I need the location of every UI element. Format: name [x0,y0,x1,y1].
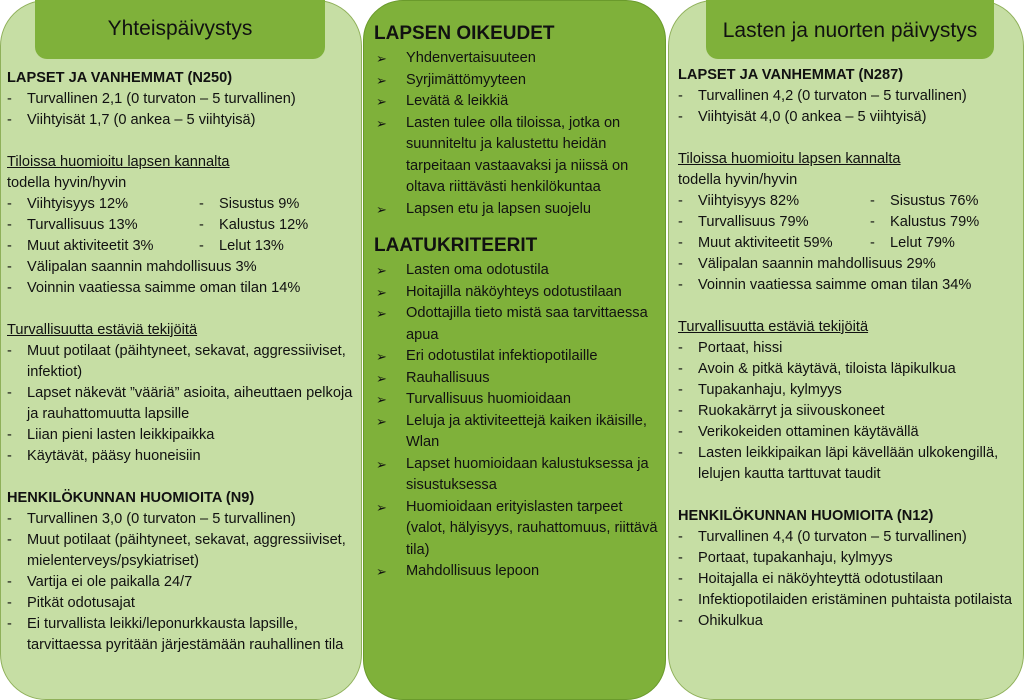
percentage-item [7,215,199,236]
list-item-text: Mahdollisuus lepoon [406,563,540,579]
percentage-pair-row [678,191,1023,212]
list-item [374,411,662,454]
list-item-text: Viihtyisät 4,0 (0 ankea – 5 viihtyisä) [698,109,927,125]
dash-bullet-icon: - [7,259,12,275]
list-item-text: Käytävät, pääsy huoneisiin [27,448,201,464]
list-item [7,425,359,446]
list-item-text: Rauhallisuus [406,369,490,386]
right-column-title: Lasten ja nuorten päivystys [706,0,994,59]
list-item [374,91,662,113]
left-rooms-list [7,257,359,299]
list-item-text: Syrjimättömyyteen [406,71,527,88]
percentage-item-text: Kalustus 79% [890,214,980,230]
dash-bullet-icon: - [870,193,875,209]
list-item-text: Välipalan saannin mahdollisuus 3% [27,259,257,275]
right-parents-heading: LAPSET JA VANHEMMAT (N287) [678,67,904,83]
list-item-text: Turvallinen 4,4 (0 turvaton – 5 turvallinen) [698,529,967,545]
list-item-text: Voinnin vaatiessa saimme oman tilan 14% [27,280,301,296]
percentage-pair-row [7,194,359,215]
list-item-text: Ohikulkua [698,613,763,629]
percentage-item [7,236,199,257]
list-item [374,389,662,411]
dash-bullet-icon: - [678,109,683,125]
rights-heading: LAPSEN OIKEUDET [374,23,555,44]
percentage-item-text: Turvallisuus 79% [698,214,809,230]
list-item-text: Portaat, hissi [698,340,783,356]
list-item-text: Hoitajilla näköyhteys odotustilaan [406,283,622,300]
arrow-bullet-icon: ➢ [376,392,387,407]
percentage-item-text: Kalustus 12% [219,217,309,233]
arrow-bullet-icon: ➢ [376,263,387,278]
dash-bullet-icon: - [7,448,12,464]
criteria-list [374,260,662,583]
percentage-item [199,215,308,236]
list-item [678,275,1023,296]
right-column-lasten-ja-nuorten-paivystys [668,0,1024,700]
list-item [678,107,1023,128]
arrow-bullet-icon: ➢ [376,201,387,217]
dash-bullet-icon: - [678,571,683,587]
list-item [374,70,662,92]
left-staff-list [7,509,359,656]
left-column-title: Yhteispäivystys [35,0,325,59]
arrow-bullet-icon: ➢ [376,499,387,515]
arrow-bullet-icon: ➢ [376,51,387,66]
list-item [7,383,359,425]
left-rooms-subheading: todella hyvin/hyvin [7,175,127,191]
percentage-item [678,233,870,254]
list-item [374,199,662,221]
right-column-content [678,65,1023,632]
dash-bullet-icon: - [678,592,683,608]
list-item [678,611,1023,632]
dash-bullet-icon: - [678,382,683,398]
right-safety-heading: Turvallisuutta estäviä tekijöitä [678,319,869,335]
percentage-item [870,212,979,233]
list-item [374,282,662,304]
left-safety-heading: Turvallisuutta estäviä tekijöitä [7,322,198,338]
list-item [7,509,359,530]
list-item [678,527,1023,548]
right-rooms-pairs [678,191,1023,254]
list-item [374,260,662,282]
list-item-text: Ei turvallista leikki/leponurkkausta lapsille, tarvittaessa pyritään järjestämään rauhallinen tila [27,616,344,653]
list-item [678,422,1023,443]
percentage-item-text: Sisustus 9% [219,196,300,212]
list-item-text: Turvallinen 2,1 (0 turvaton – 5 turvallinen) [27,91,296,107]
list-item [7,89,359,110]
dash-bullet-icon: - [7,532,12,548]
list-item-text: Lasten oma odotustila [406,262,549,278]
percentage-item [7,194,199,215]
left-rooms-pairs [7,194,359,257]
list-item [374,48,662,70]
list-item [374,113,662,199]
list-item-text: Lasten leikkipaikan läpi kävellään ulkokengillä, lelujen kautta tarttuvat taudit [698,445,999,482]
percentage-item-text: Lelut 13% [219,238,284,254]
arrow-bullet-icon: ➢ [376,72,387,88]
left-column-yhteispaivystys [0,0,362,700]
list-item-text: Viihtyisät 1,7 (0 ankea – 5 viihtyisä) [27,112,256,128]
right-staff-list [678,527,1023,632]
dash-bullet-icon: - [7,427,12,443]
list-item-text: Lapset huomioidaan kalustuksessa ja sisustuksessa [406,455,649,493]
dash-bullet-icon: - [678,88,683,104]
list-item-text: Portaat, tupakanhaju, kylmyys [698,550,893,566]
dash-bullet-icon: - [678,361,683,377]
list-item [678,380,1023,401]
dash-bullet-icon: - [199,238,204,254]
arrow-bullet-icon: ➢ [376,94,387,109]
list-item [7,572,359,593]
dash-bullet-icon: - [199,196,204,212]
arrow-bullet-icon: ➢ [376,370,387,386]
dash-bullet-icon: - [678,256,683,272]
dash-bullet-icon: - [199,217,204,233]
dash-bullet-icon: - [678,277,683,293]
list-item-text: Huomioidaan erityislasten tarpeet (valot, hälyisyys, rauhattomuus, riittävä tila) [406,498,658,558]
list-item-text: Muut potilaat (päihtyneet, sekavat, aggressiiviset, mielenterveys/psykiatriset) [27,532,346,569]
left-staff-heading: HENKILÖKUNNAN HUOMIOITA (N9) [7,490,255,506]
percentage-pair-row [678,233,1023,254]
dash-bullet-icon: - [678,193,683,209]
list-item-text: Turvallinen 3,0 (0 turvaton – 5 turvallinen) [27,511,296,527]
percentage-item [870,191,978,212]
list-item [7,446,359,467]
percentage-item [678,212,870,233]
middle-column-content [374,22,662,583]
right-rooms-list [678,254,1023,296]
percentage-item-text: Muut aktiviteetit 59% [698,235,833,251]
list-item-text: Ruokakärryt ja siivouskoneet [698,403,885,419]
list-item [374,303,662,346]
list-item-text: Hoitajalla ei näköyhteyttä odotustilaan [698,571,944,587]
dash-bullet-icon: - [678,340,683,356]
list-item [678,443,1023,485]
list-item [678,86,1023,107]
dash-bullet-icon: - [678,235,683,251]
dash-bullet-icon: - [7,343,12,359]
percentage-item [199,194,299,215]
arrow-bullet-icon: ➢ [376,349,387,364]
percentage-pair-row [7,236,359,257]
list-item-text: Vartija ei ole paikalla 24/7 [27,574,193,590]
rights-list [374,48,662,220]
right-rooms-heading: Tiloissa huomioitu lapsen kannalta [678,151,901,167]
dash-bullet-icon: - [7,574,12,590]
list-item [7,257,359,278]
list-item [7,614,359,656]
arrow-bullet-icon: ➢ [376,306,387,321]
middle-column-childrens-rights [363,0,666,700]
list-item [678,254,1023,275]
dash-bullet-icon: - [678,445,683,461]
dash-bullet-icon: - [7,616,12,632]
list-item [374,497,662,562]
list-item [678,548,1023,569]
list-item [678,401,1023,422]
list-item-text: Liian pieni lasten leikkipaikka [27,427,215,443]
list-item [678,590,1023,611]
list-item-text: Avoin & pitkä käytävä, tiloista läpikulkua [698,361,956,377]
list-item [678,338,1023,359]
list-item-text: Tupakanhaju, kylmyys [698,382,842,398]
dash-bullet-icon: - [678,613,683,629]
dash-bullet-icon: - [870,235,875,251]
dash-bullet-icon: - [678,550,683,566]
left-parents-list [7,89,359,131]
percentage-item-text: Muut aktiviteetit 3% [27,238,154,254]
list-item [7,530,359,572]
percentage-item-text: Lelut 79% [890,235,955,251]
list-item [678,359,1023,380]
list-item-text: Leluja ja aktiviteettejä kaiken ikäisille, Wlan [406,412,647,450]
left-parents-heading: LAPSET JA VANHEMMAT (N250) [7,70,233,86]
list-item [7,278,359,299]
dash-bullet-icon: - [7,91,12,107]
dash-bullet-icon: - [870,214,875,230]
list-item-text: Muut potilaat (päihtyneet, sekavat, aggressiiviset, infektiot) [27,343,346,380]
dash-bullet-icon: - [7,280,12,296]
list-item-text: Verikokeiden ottaminen käytävällä [698,424,919,440]
right-staff-heading: HENKILÖKUNNAN HUOMIOITA (N12) [678,508,934,524]
percentage-pair-row [678,212,1023,233]
list-item-text: Odottajilla tieto mistä saa tarvittaessa apua [406,305,648,343]
list-item [374,368,662,390]
dash-bullet-icon: - [7,238,12,254]
left-safety-list [7,341,359,467]
percentage-item-text: Sisustus 76% [890,193,979,209]
left-rooms-heading: Tiloissa huomioitu lapsen kannalta [7,154,230,170]
list-item-text: Lasten tulee olla tiloissa, jotka on suunniteltu ja kalustettu heidän tarpeitaan vastaavaksi ja niissä on oltava riittävästi henkilökuntaa [406,114,629,195]
list-item-text: Lapsen etu ja lapsen suojelu [406,200,591,217]
dash-bullet-icon: - [678,214,683,230]
dash-bullet-icon: - [7,385,12,401]
dash-bullet-icon: - [678,403,683,419]
list-item-text: Levätä & leikkiä [406,93,509,109]
right-safety-list [678,338,1023,485]
dash-bullet-icon: - [678,529,683,545]
percentage-item-text: Turvallisuus 13% [27,217,138,233]
list-item-text: Välipalan saannin mahdollisuus 29% [698,256,936,272]
list-item-text: Turvallinen 4,2 (0 turvaton – 5 turvallinen) [698,88,967,104]
percentage-item [199,236,284,257]
right-rooms-subheading: todella hyvin/hyvin [678,172,798,188]
list-item [374,454,662,497]
list-item [678,569,1023,590]
list-item [7,341,359,383]
percentage-item [678,191,870,212]
left-column-content [7,68,359,656]
list-item-text: Pitkät odotusajat [27,595,135,611]
dash-bullet-icon: - [7,196,12,212]
list-item-text: Infektiopotilaiden eristäminen puhtaista potilaista [698,592,1012,608]
list-item-text: Eri odotustilat infektiopotilaille [406,348,598,364]
dash-bullet-icon: - [7,112,12,128]
criteria-heading: LAATUKRITEERIT [374,235,538,256]
dash-bullet-icon: - [7,217,12,233]
percentage-item-text: Viihtyisyys 12% [27,196,129,212]
dash-bullet-icon: - [678,424,683,440]
list-item-text: Turvallisuus huomioidaan [406,391,571,407]
arrow-bullet-icon: ➢ [376,115,387,131]
list-item [374,346,662,368]
percentage-item-text: Viihtyisyys 82% [698,193,800,209]
list-item-text: Yhdenvertaisuuteen [406,50,536,66]
percentage-pair-row [7,215,359,236]
dash-bullet-icon: - [7,511,12,527]
list-item-text: Voinnin vaatiessa saimme oman tilan 34% [698,277,972,293]
right-parents-list [678,86,1023,128]
list-item-text: Lapset näkevät ”vääriä” asioita, aiheuttaen pelkoja ja rauhattomuutta lapsille [27,385,353,422]
list-item [374,561,662,583]
percentage-item [870,233,955,254]
list-item [7,110,359,131]
arrow-bullet-icon: ➢ [376,413,387,429]
dash-bullet-icon: - [7,595,12,611]
arrow-bullet-icon: ➢ [376,456,387,472]
arrow-bullet-icon: ➢ [376,564,387,579]
arrow-bullet-icon: ➢ [376,284,387,300]
list-item [7,593,359,614]
